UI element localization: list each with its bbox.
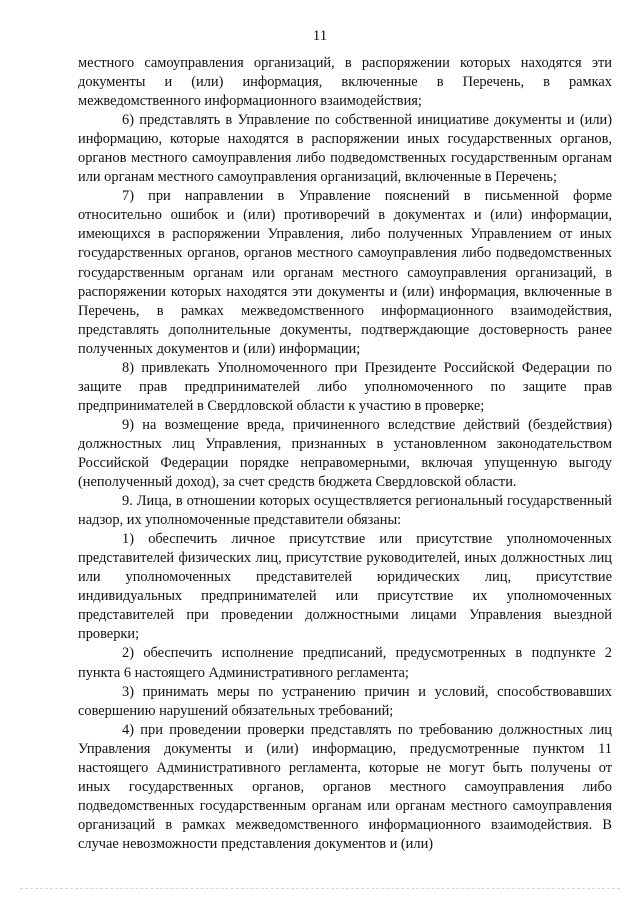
paragraph-obligation-3: 3) принимать меры по устранению причин и условий, способствовавших совершению нарушений обязательных требований; bbox=[78, 683, 612, 719]
paragraph-right-6: 6) представлять в Управление по собственной инициативе документы и (или) информацию, которые находятся в распоряжении иных государственных органов, органов местного самоуправления либо подведомственных государственным органам или органам местного самоуправления организаций, включенные в Перечень; bbox=[78, 112, 612, 186]
scan-edge-line bbox=[20, 888, 620, 890]
page-number: 11 bbox=[312, 28, 328, 44]
paragraph-right-7: 7) при направлении в Управление пояснений в письменной форме относительно ошибок и (или) противоречий в документах и (или) информации, имеющихся в распоряжении Управления, либо полученных Управлением от иных государственных органов, органов местного самоуправления либо подведомственных государственным органам или органам местного самоуправления организаций, в распоряжении которых находятся эти документы и (или) информация, включенные в Перечень, в рамках межведомственного информационного взаимодействия, представлять дополнительные документы, подтверждающие достоверность ранее полученных документов и (или) информации; bbox=[78, 188, 612, 357]
paragraph-right-8: 8) привлекать Уполномоченного при Президенте Российской Федерации по защите прав предпринимателей либо уполномоченного по защите прав предпринимателей в Свердловской области к участию в проверке; bbox=[78, 359, 612, 414]
paragraph-right-9: 9) на возмещение вреда, причиненного вследствие действий (бездействия) должностных лиц Управления, признанных в установленном законодательством Российской Федерации порядке неправомерными, включая упущенную выгоду (неполученный доход), за счет средств бюджета Свердловской области. bbox=[78, 416, 612, 491]
paragraph-obligation-4: 4) при проведении проверки представлять по требованию должностных лиц Управления документы и (или) информацию, предусмотренные пунктом 11 настоящего Административного регламента, которые не могут быть получены от иных государственных органов, органов местного самоуправления либо подведомственных государственным органам или органам местного самоуправления организаций в рамках межведомственного информационного взаимодействия. В случае невозможности представления документов и (или) bbox=[78, 721, 612, 852]
body-text bbox=[78, 54, 612, 854]
paragraph-obligation-1: 1) обеспечить личное присутствие или присутствие уполномоченных представителей физических лиц, присутствие руководителей, иных должностных лиц или уполномоченных представителей юридических лиц, присутствие индивидуальных предпринимателей или присутствие их уполномоченных представителей при проведении должностными лицами Управления выездной проверки; bbox=[78, 531, 612, 643]
section-9-heading: 9. Лица, в отношении которых осуществляется региональный государственный надзор, их уполномоченные представители обязаны: bbox=[78, 493, 612, 529]
paragraph-continuation: местного самоуправления организаций, в распоряжении которых находятся эти документы и (или) информация, включенные в Перечень, в рамках межведомственного информационного взаимодействия; bbox=[78, 55, 612, 110]
paragraph-obligation-2: 2) обеспечить исполнение предписаний, предусмотренных в подпункте 2 пункта 6 настоящего Административного регламента; bbox=[78, 645, 612, 681]
